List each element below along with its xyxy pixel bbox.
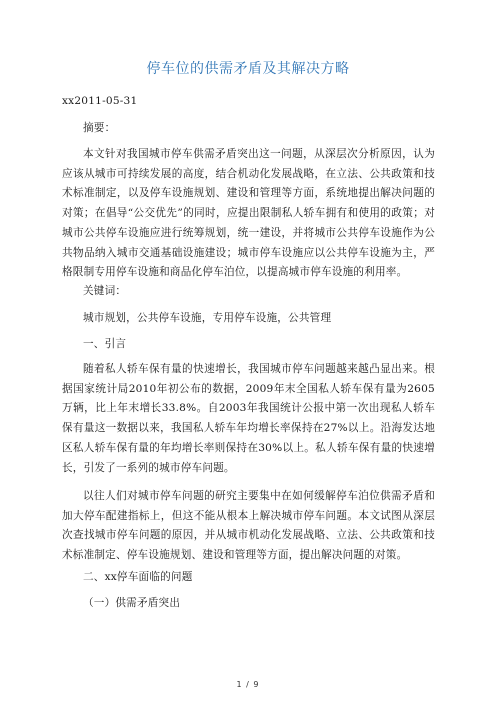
subsection-heading-supply-demand: （一）供需矛盾突出	[83, 597, 181, 609]
page-indicator: 1 / 9	[236, 680, 260, 689]
keywords-label: 关键词：	[83, 285, 127, 297]
introduction-paragraph-1: 随着私人轿车保有量的快速增长，我国城市停车问题越来越凸显出来。根据国家统计局2010年初公布的数据，2009年末全国私人轿车保有量为2605万辆，比上年末增长33.8%。自2003年我国统计公报中第一次出现私人轿车保有量这一数据以来，我国私人轿车年均增长率保持在27%以上。沿海发达地区私人轿车保有量的年均增长率则保持在30%以上。私人轿车保有量的快速增长，引发了一系列的城市停车问题。	[62, 363, 435, 474]
section-heading-introduction: 一、引言	[83, 338, 127, 350]
section-heading-problems: 二、xx停车面临的问题	[83, 571, 193, 583]
introduction-paragraph-2: 以往人们对城市停车问题的研究主要集中在如何缓解停车泊位供需矛盾和加大停车配建指标上，但这不能从根本上解决城市停车问题。本文试图从深层次查找城市停车问题的原因，并从城市机动化发展战略、立法、公共政策和技术标准制定、停车设施规划、建设和管理等方面，提出解决问题的对策。	[62, 490, 435, 562]
abstract-label: 摘要：	[83, 122, 116, 134]
document-title: 停车位的供需矛盾及其解决方略	[146, 61, 350, 77]
keywords-paragraph: 城市规划，公共停车设施，专用停车设施，公共管理	[83, 312, 332, 324]
document-date: xx2011-05-31	[62, 95, 138, 107]
abstract-paragraph: 本文针对我国城市停车供需矛盾突出这一问题，从深层次分析原因，认为应该从城市可持续发展的高度，结合机动化发展战略，在立法、公共政策和技术标准制定，以及停车设施规划、建设和管理等方面，系统地提出解决问题的对策；在倡导“公交优先”的同时，应提出限制私人轿车拥有和使用的政策；对城市公共停车设施应进行统筹规划，统一建设，并将城市公共停车设施作为公共物品纳入城市交通基础设施建设；城市停车设施应以公共停车设施为主，严格限制专用停车设施和商品化停车泊位，以提高城市停车设施的利用率。	[62, 148, 435, 279]
